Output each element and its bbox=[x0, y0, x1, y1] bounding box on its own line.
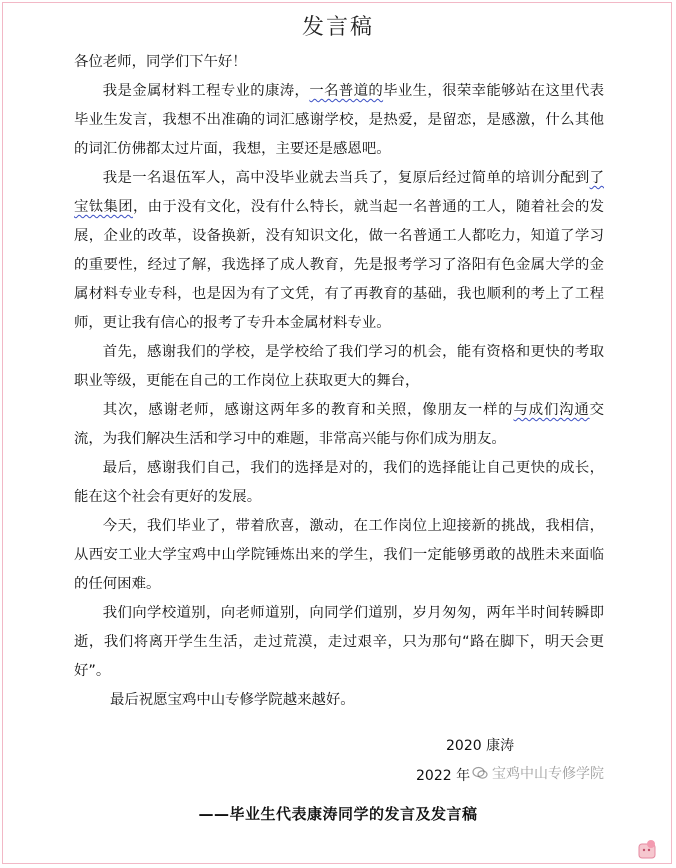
paragraph-text: ，由于没有文化，没有什么特长，就当起一名普通的工人，随着社会的发展，企业的改革，设备换新，没有知识文化，做一名普通工人都吃力，知道了学习的重要性，经过了解，我选择了成人教育，先是报考学习了洛阳有色金属大学的金属材料专业专科，也是因为有了文凭，有了再教育的基础，我也顺利的考上了工程师，更让我有信心的报考了专升本金属材料专业。 bbox=[74, 199, 604, 331]
paragraph-background bbox=[74, 164, 604, 338]
paragraph-text: 最后，感谢我们自己，我们的选择是对的，我们的选择能让自己更快的成长，能在这个社会有更好的发展。 bbox=[74, 460, 604, 505]
signature-date: 2022 年 bbox=[416, 768, 471, 784]
marked-text: 了宝钛集团 bbox=[74, 170, 604, 215]
paragraph-graduation bbox=[74, 512, 604, 599]
sticker-icon bbox=[636, 838, 660, 862]
paragraph-thanks-teachers bbox=[74, 396, 604, 454]
watermark bbox=[472, 763, 604, 783]
paragraph-text: 首先，感谢我们的学校，是学校给了我们学习的机会，能有资格和更快的考取职业等级，更能在自己的工作岗位上获取更大的舞台， bbox=[74, 344, 604, 389]
paragraph-text: 交流，为我们解决生活和学习中的难题，非常高兴能与你们成为朋友。 bbox=[74, 402, 604, 447]
marked-text: 一名普道的 bbox=[309, 83, 384, 99]
document-title: 发言稿 bbox=[301, 15, 374, 40]
watermark-text: 宝鸡中山专修学院 bbox=[492, 766, 604, 782]
marked-text: 与成们沟通 bbox=[513, 402, 590, 418]
greeting: 各位老师，同学们下午好！ bbox=[74, 54, 247, 70]
paragraph-thanks-selves bbox=[74, 454, 604, 512]
paragraph-text: 毕业生，很荣幸能够站在这里代表毕业生发言，我想不出准确的词汇感谢学校，是热爱，是留恋，是感激，什么其他的词汇仿佛都太过片面，我想，主要还是感恩吧。 bbox=[74, 83, 604, 157]
paragraph-thanks-school bbox=[74, 338, 604, 396]
paragraph-intro bbox=[74, 77, 604, 164]
paragraph-text: 其次，感谢老师，感谢这两年多的教育和关照，像朋友一样的 bbox=[102, 402, 514, 418]
paragraph-text: 今天，我们毕业了，带着欣喜，激动，在工作岗位上迎接新的挑战，我相信，从西安工业大学宝鸡中山学院锤炼出来的学生，我们一定能够勇敢的战胜未来面临的任何困难。 bbox=[74, 518, 604, 592]
paragraph-farewell bbox=[74, 599, 604, 686]
signature-name: 2020 康涛 bbox=[446, 738, 515, 754]
paragraph-text: 我们向学校道别，向老师道别，向同学们道别，岁月匆匆，两年半时间转瞬即逝，我们将离开学生生活，走过荒漠，走过艰辛，只为那句“路在脚下，明天会更好”。 bbox=[74, 605, 604, 679]
footer-caption: ——毕业生代表康涛同学的发言及发言稿 bbox=[198, 805, 478, 823]
speech-body bbox=[74, 48, 604, 715]
wechat-icon bbox=[472, 765, 488, 781]
paragraph-text: 我是一名退伍军人，高中没毕业就去当兵了，复原后经过简单的培训分配到 bbox=[102, 170, 590, 186]
paragraph-text: 我是金属材料工程专业的康涛， bbox=[102, 83, 310, 99]
closing-wish: 最后祝愿宝鸡中山专修学院越来越好。 bbox=[110, 692, 355, 708]
